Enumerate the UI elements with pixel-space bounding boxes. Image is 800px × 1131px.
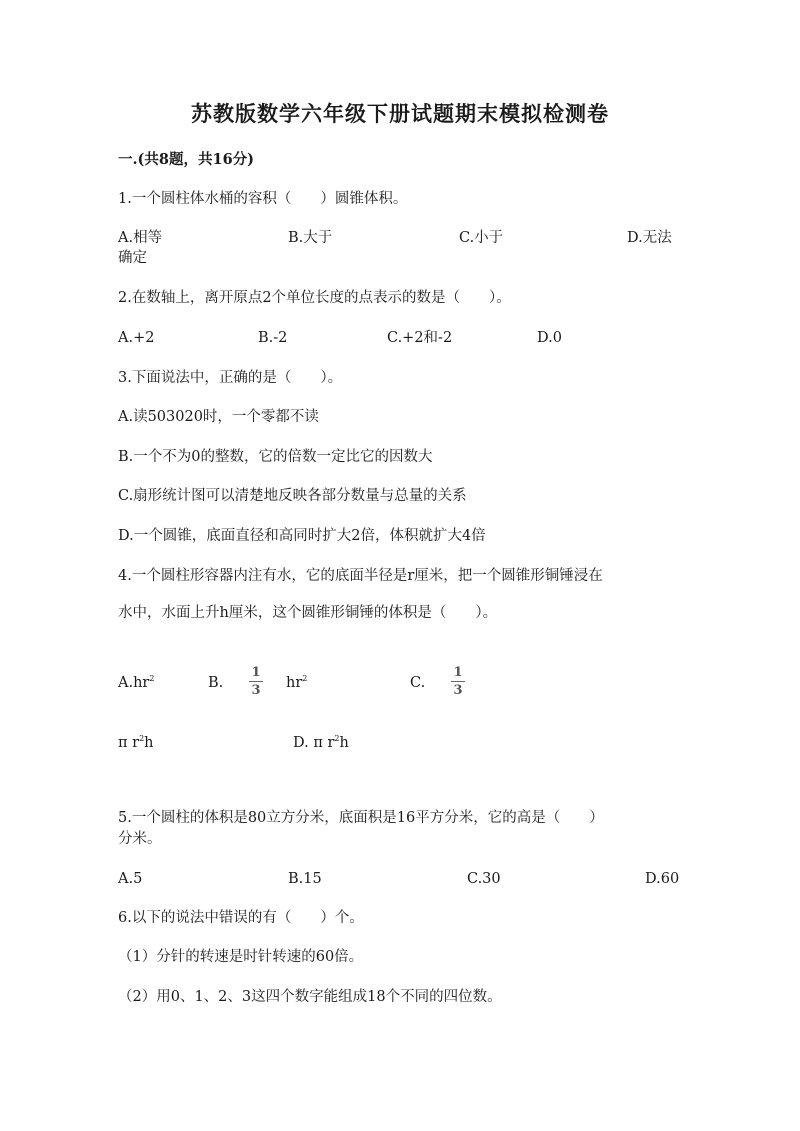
question-1-stem: 1.一个圆柱体水桶的容积（ ）圆锥体积。 — [118, 191, 408, 207]
question-4-option-d: D. π $r^2h$ — [293, 734, 349, 751]
question-4-stem-line-1: 4.一个圆柱形容器内注有水，它的底面半径是r厘米，把一个圆锥形铜锤浸在 — [118, 568, 603, 584]
question-4-option-a: $A.hr^2$ — [118, 674, 155, 691]
question-3-option-a: A.读503020时，一个零都不读 — [118, 409, 319, 425]
question-4-option-b-label: B. — [208, 675, 224, 691]
question-4-option-b-expression: $hr^2$ — [286, 674, 308, 691]
section-heading: 一.(共8题，共16分) — [118, 151, 255, 168]
question-2-option-b: B.-2 — [258, 330, 288, 346]
question-3-option-d: D.一个圆锥，底面直径和高同时扩大2倍，体积就扩大4倍 — [118, 528, 486, 544]
question-3-stem: 3.下面说法中，正确的是（ ）。 — [118, 370, 343, 386]
page-title: 苏教版数学六年级下册试题期末模拟检测卷 — [191, 101, 609, 126]
question-1-option-a: A.相等 — [118, 230, 163, 246]
question-4-stem-line-2: 水中，水面上升h厘米，这个圆锥形铜锤的体积是（ ）。 — [118, 605, 498, 621]
question-2-option-d: D.0 — [537, 330, 562, 346]
question-6-stem: 6.以下的说法中错误的有（ ）个。 — [118, 910, 364, 926]
question-5-stem-line-1: 5.一个圆柱的体积是80立方分米，底面积是16平方分米，它的高是（ ） — [118, 810, 604, 826]
question-2-option-c: C.+2和-2 — [387, 330, 453, 346]
question-6-statement-1: （1）分针的转速是时针转速的60倍。 — [118, 949, 364, 965]
question-3-option-b: B.一个不为0的整数，它的倍数一定比它的因数大 — [118, 449, 433, 465]
question-1-option-d: D.无法 — [627, 230, 672, 246]
question-5-option-a: A.5 — [118, 871, 143, 887]
question-3-option-c: C.扇形统计图可以清楚地反映各部分数量与总量的关系 — [118, 488, 467, 504]
question-4-option-c-fraction: 1 3 — [449, 665, 467, 698]
question-1-option-d-continued: 确定 — [118, 250, 147, 266]
question-5-option-d: D.60 — [645, 871, 680, 887]
question-4-option-c-expression: π $r^2h$ — [118, 734, 154, 751]
question-5-option-c: C.30 — [467, 871, 501, 887]
question-1-option-c: C.小于 — [459, 230, 504, 246]
question-2-option-a: A.+2 — [118, 330, 155, 346]
question-1-option-b: B.大于 — [288, 230, 333, 246]
question-2-stem: 2.在数轴上，离开原点2个单位长度的点表示的数是（ ）。 — [118, 290, 511, 306]
question-6-statement-2: （2）用0、1、2、3这四个数字能组成18个不同的四位数。 — [118, 989, 502, 1005]
question-5-option-b: B.15 — [288, 871, 322, 887]
question-4-option-c-label: C. — [410, 675, 426, 691]
question-5-stem-line-2: 分米。 — [118, 831, 162, 847]
question-4-option-b-fraction: 1 3 — [247, 665, 265, 698]
